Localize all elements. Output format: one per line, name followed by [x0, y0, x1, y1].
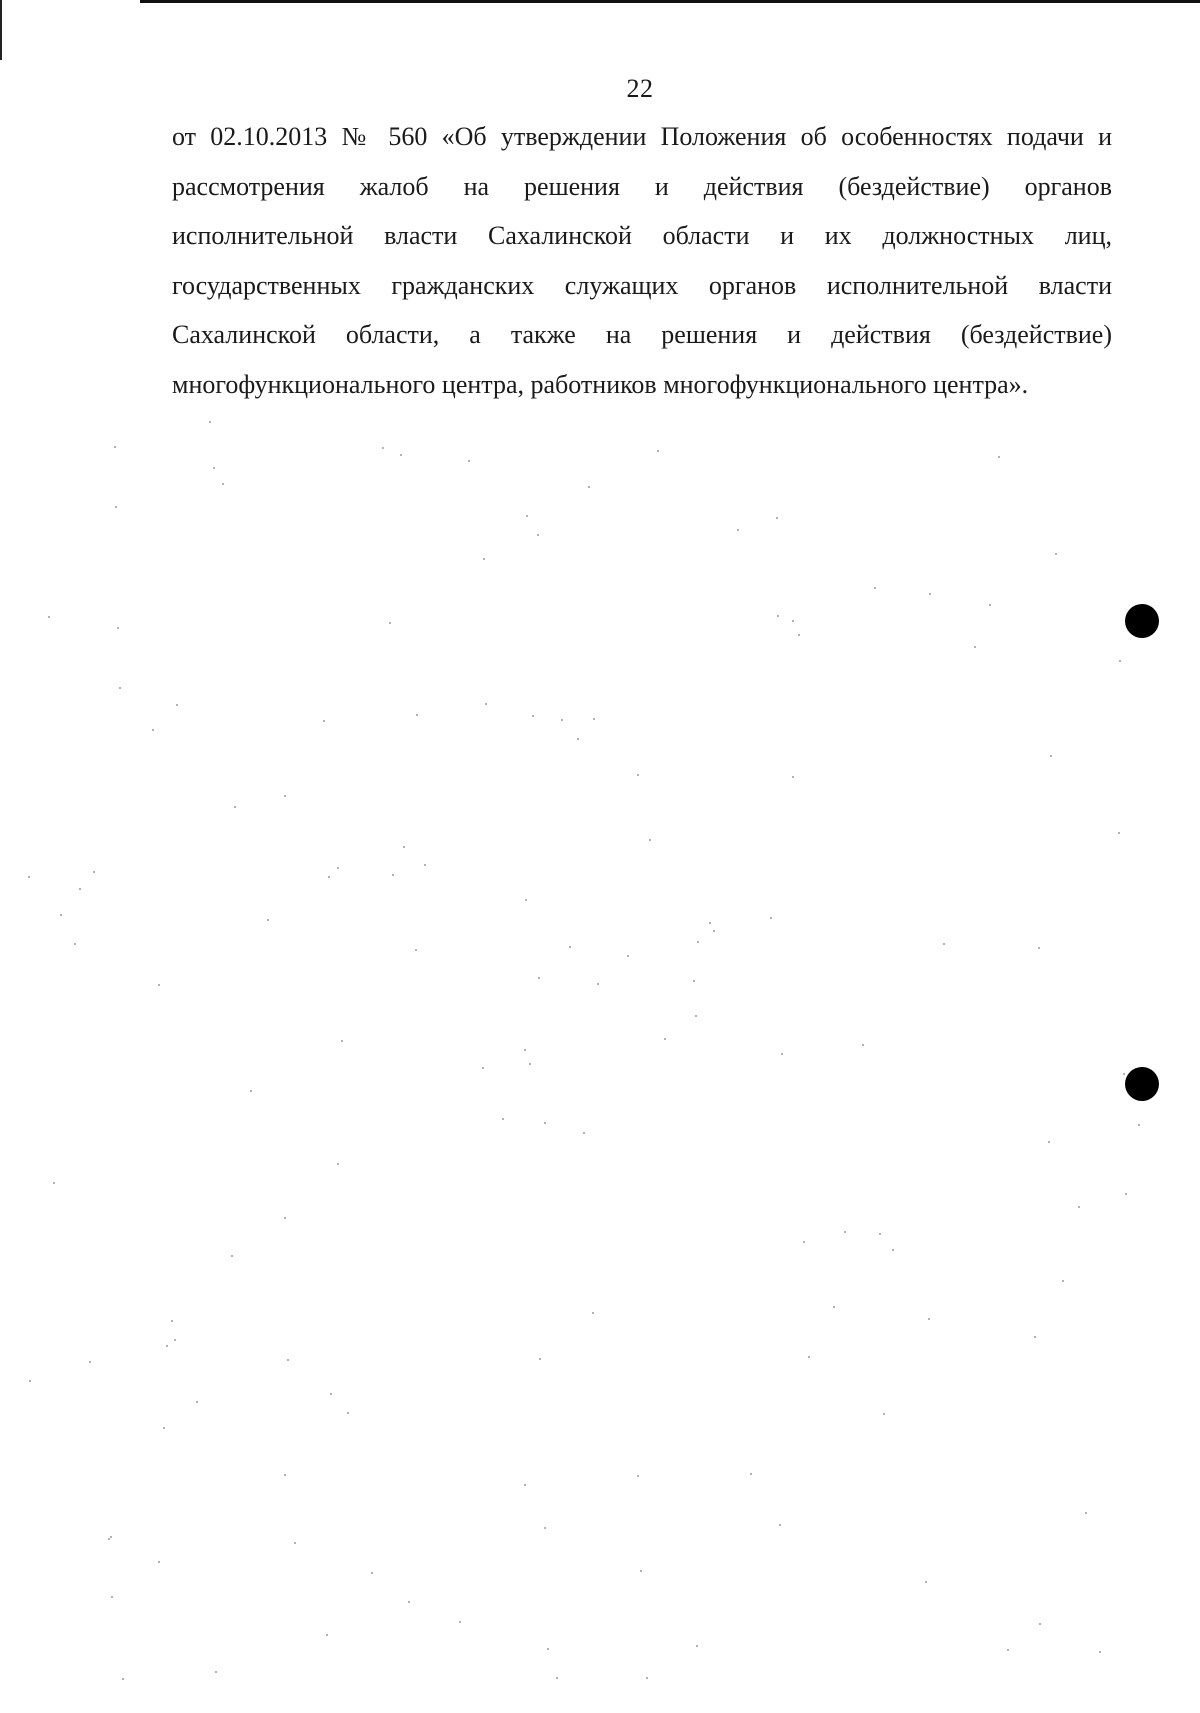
scan-speck [1119, 660, 1121, 662]
punch-hole-upper [1125, 604, 1159, 638]
scan-speck [337, 1163, 339, 1165]
paragraph-line: от 02.10.2013 № 560 «Об утверждении Положения об особенностях подачи и [172, 122, 1112, 151]
scan-speck [347, 1412, 349, 1414]
scan-speck [459, 1621, 461, 1623]
scan-speck [119, 687, 121, 689]
scan-speck [569, 946, 571, 948]
scan-speck [1138, 1124, 1140, 1126]
scan-speck [222, 483, 224, 485]
scan-speck [583, 1132, 585, 1134]
scan-speck [792, 776, 794, 778]
scan-speck [544, 1527, 546, 1529]
scan-speck [323, 720, 325, 722]
scan-speck [284, 1217, 286, 1219]
scan-speck [695, 1015, 697, 1017]
paragraph-line: многофункционального центра, работников многофункционального центра». [172, 369, 1029, 399]
scan-speck [998, 456, 1000, 458]
scan-speck [537, 534, 539, 536]
scan-speck [883, 1413, 885, 1415]
scan-speck [392, 874, 394, 876]
scan-speck [737, 529, 739, 531]
scan-speck [1125, 1193, 1127, 1195]
scan-speck [29, 1380, 31, 1382]
scan-speck [158, 1561, 160, 1563]
scan-speck [330, 1393, 332, 1395]
scan-speck [928, 1318, 930, 1320]
scan-speck [294, 1542, 296, 1544]
scan-speck [74, 943, 76, 945]
scan-speck [524, 1484, 526, 1486]
scan-speck [803, 1241, 805, 1243]
scan-speck [640, 1570, 642, 1572]
scan-speck [833, 1306, 835, 1308]
document-paragraph [172, 112, 1112, 409]
scan-speck [110, 1536, 112, 1538]
scan-speck [416, 714, 418, 716]
scan-speck [929, 593, 931, 595]
scan-speck [1118, 832, 1120, 834]
scan-speck [111, 1596, 113, 1598]
scan-speck [750, 1473, 752, 1475]
scan-speck [79, 888, 81, 890]
scan-speck [403, 846, 405, 848]
scan-speck [371, 1572, 373, 1574]
scan-speck [1007, 1649, 1009, 1651]
scan-speck [770, 917, 772, 919]
scan-speck [1038, 947, 1040, 949]
scan-speck [163, 1427, 165, 1429]
scan-speck [1039, 1623, 1041, 1625]
scan-speck [114, 446, 116, 448]
scan-speck [267, 919, 269, 921]
scan-speck [152, 729, 154, 731]
scan-speck [196, 1401, 198, 1403]
scan-speck [1078, 1206, 1080, 1208]
scan-speck [117, 627, 119, 629]
scan-speck [627, 955, 629, 957]
scan-speck [1055, 553, 1057, 555]
scan-speck [213, 467, 215, 469]
scan-speck [28, 876, 30, 878]
scan-speck [697, 941, 699, 943]
scan-speck [696, 1645, 698, 1647]
scan-speck [597, 983, 599, 985]
scan-speck [664, 1038, 666, 1040]
scan-speck [115, 506, 117, 508]
scan-speck [844, 1231, 846, 1233]
scan-speck [468, 460, 470, 462]
scan-speck [389, 622, 391, 624]
scan-speck [284, 795, 286, 797]
scan-speck [525, 899, 527, 901]
scan-speck [544, 1122, 546, 1124]
scan-speck [1123, 1073, 1125, 1075]
punch-hole-lower [1125, 1067, 1159, 1101]
scan-speck [502, 1118, 504, 1120]
page-number-text: 22 [626, 74, 654, 103]
scan-top-edge [140, 0, 1200, 3]
scan-speck [122, 1678, 124, 1680]
scan-speck [424, 864, 426, 866]
scan-speck [588, 486, 590, 488]
scan-speck [526, 515, 528, 517]
scan-speck [382, 447, 384, 449]
paragraph-line: исполнительной власти Сахалинской области и их должностных лиц, [172, 221, 1112, 250]
scan-speck [874, 587, 876, 589]
scan-speck [108, 1538, 110, 1540]
scan-speck [577, 738, 579, 740]
scan-speck [798, 634, 800, 636]
scan-speck [166, 1345, 168, 1347]
scan-speck [713, 930, 715, 932]
scan-speck [709, 922, 711, 924]
scan-speck [777, 615, 779, 617]
scan-speck [48, 616, 50, 618]
paragraph-line: государственных гражданских служащих органов исполнительной власти [172, 270, 1112, 300]
scan-speck [1099, 1651, 1101, 1653]
scan-speck [879, 1233, 881, 1235]
paragraph-text [172, 112, 1112, 409]
scan-speck [1034, 1336, 1036, 1338]
scan-speck [693, 980, 695, 982]
scan-speck [60, 914, 62, 916]
scan-speck [989, 604, 991, 606]
scan-speck [792, 620, 794, 622]
scan-speck [158, 984, 160, 986]
scan-speck [561, 719, 563, 721]
scan-left-edge [0, 0, 2, 60]
scan-speck [1048, 1141, 1050, 1143]
scan-speck [892, 1249, 894, 1251]
scan-speck [337, 867, 339, 869]
scan-speck [862, 1044, 864, 1046]
paragraph-line: Сахалинской области, а также на решения и действия (бездействие) [172, 320, 1112, 349]
scan-speck [93, 871, 95, 873]
scan-speck [592, 1312, 594, 1314]
scan-speck [215, 1671, 217, 1673]
scan-speck [209, 421, 211, 423]
scan-speck [1085, 1512, 1087, 1514]
scan-speck [781, 1053, 783, 1055]
scan-speck [234, 806, 236, 808]
scan-speck [328, 876, 330, 878]
scan-speck [943, 943, 945, 945]
scan-speck [1050, 755, 1052, 757]
scan-speck [400, 454, 402, 456]
scan-speck [284, 1474, 286, 1476]
scan-speck [524, 1049, 526, 1051]
scan-speck [593, 718, 595, 720]
scan-speck [176, 704, 178, 706]
scan-speck [925, 1581, 927, 1583]
scan-speck [483, 558, 485, 560]
scan-speck [174, 1339, 176, 1341]
scan-speck [539, 1358, 541, 1360]
scan-speck [171, 1320, 173, 1322]
scan-speck [776, 517, 778, 519]
page-number [0, 74, 1200, 104]
scan-speck [53, 1182, 55, 1184]
scan-speck [547, 1648, 549, 1650]
scan-speck [250, 1090, 252, 1092]
scan-speck [482, 1067, 484, 1069]
scan-speck [646, 1677, 648, 1679]
scan-speck [538, 977, 540, 979]
scan-speck [649, 839, 651, 841]
paragraph-line: рассмотрения жалоб на решения и действия (бездействие) органов [172, 171, 1112, 201]
scan-speck [415, 949, 417, 951]
scan-speck [532, 715, 534, 717]
scan-speck [341, 1040, 343, 1042]
scan-speck [1062, 1280, 1064, 1282]
scan-speck [657, 450, 659, 452]
scan-speck [637, 1475, 639, 1477]
scan-speck [326, 1634, 328, 1636]
scan-speck [408, 1601, 410, 1603]
scan-speck [779, 1524, 781, 1526]
scan-speck [637, 774, 639, 776]
scan-speck [556, 1677, 558, 1679]
scan-speck [231, 1255, 233, 1257]
scan-speck [808, 1356, 810, 1358]
scan-speck [485, 703, 487, 705]
scan-speck [89, 1361, 91, 1363]
scan-speck [287, 1359, 289, 1361]
scan-speck [529, 1063, 531, 1065]
scan-speck [974, 646, 976, 648]
